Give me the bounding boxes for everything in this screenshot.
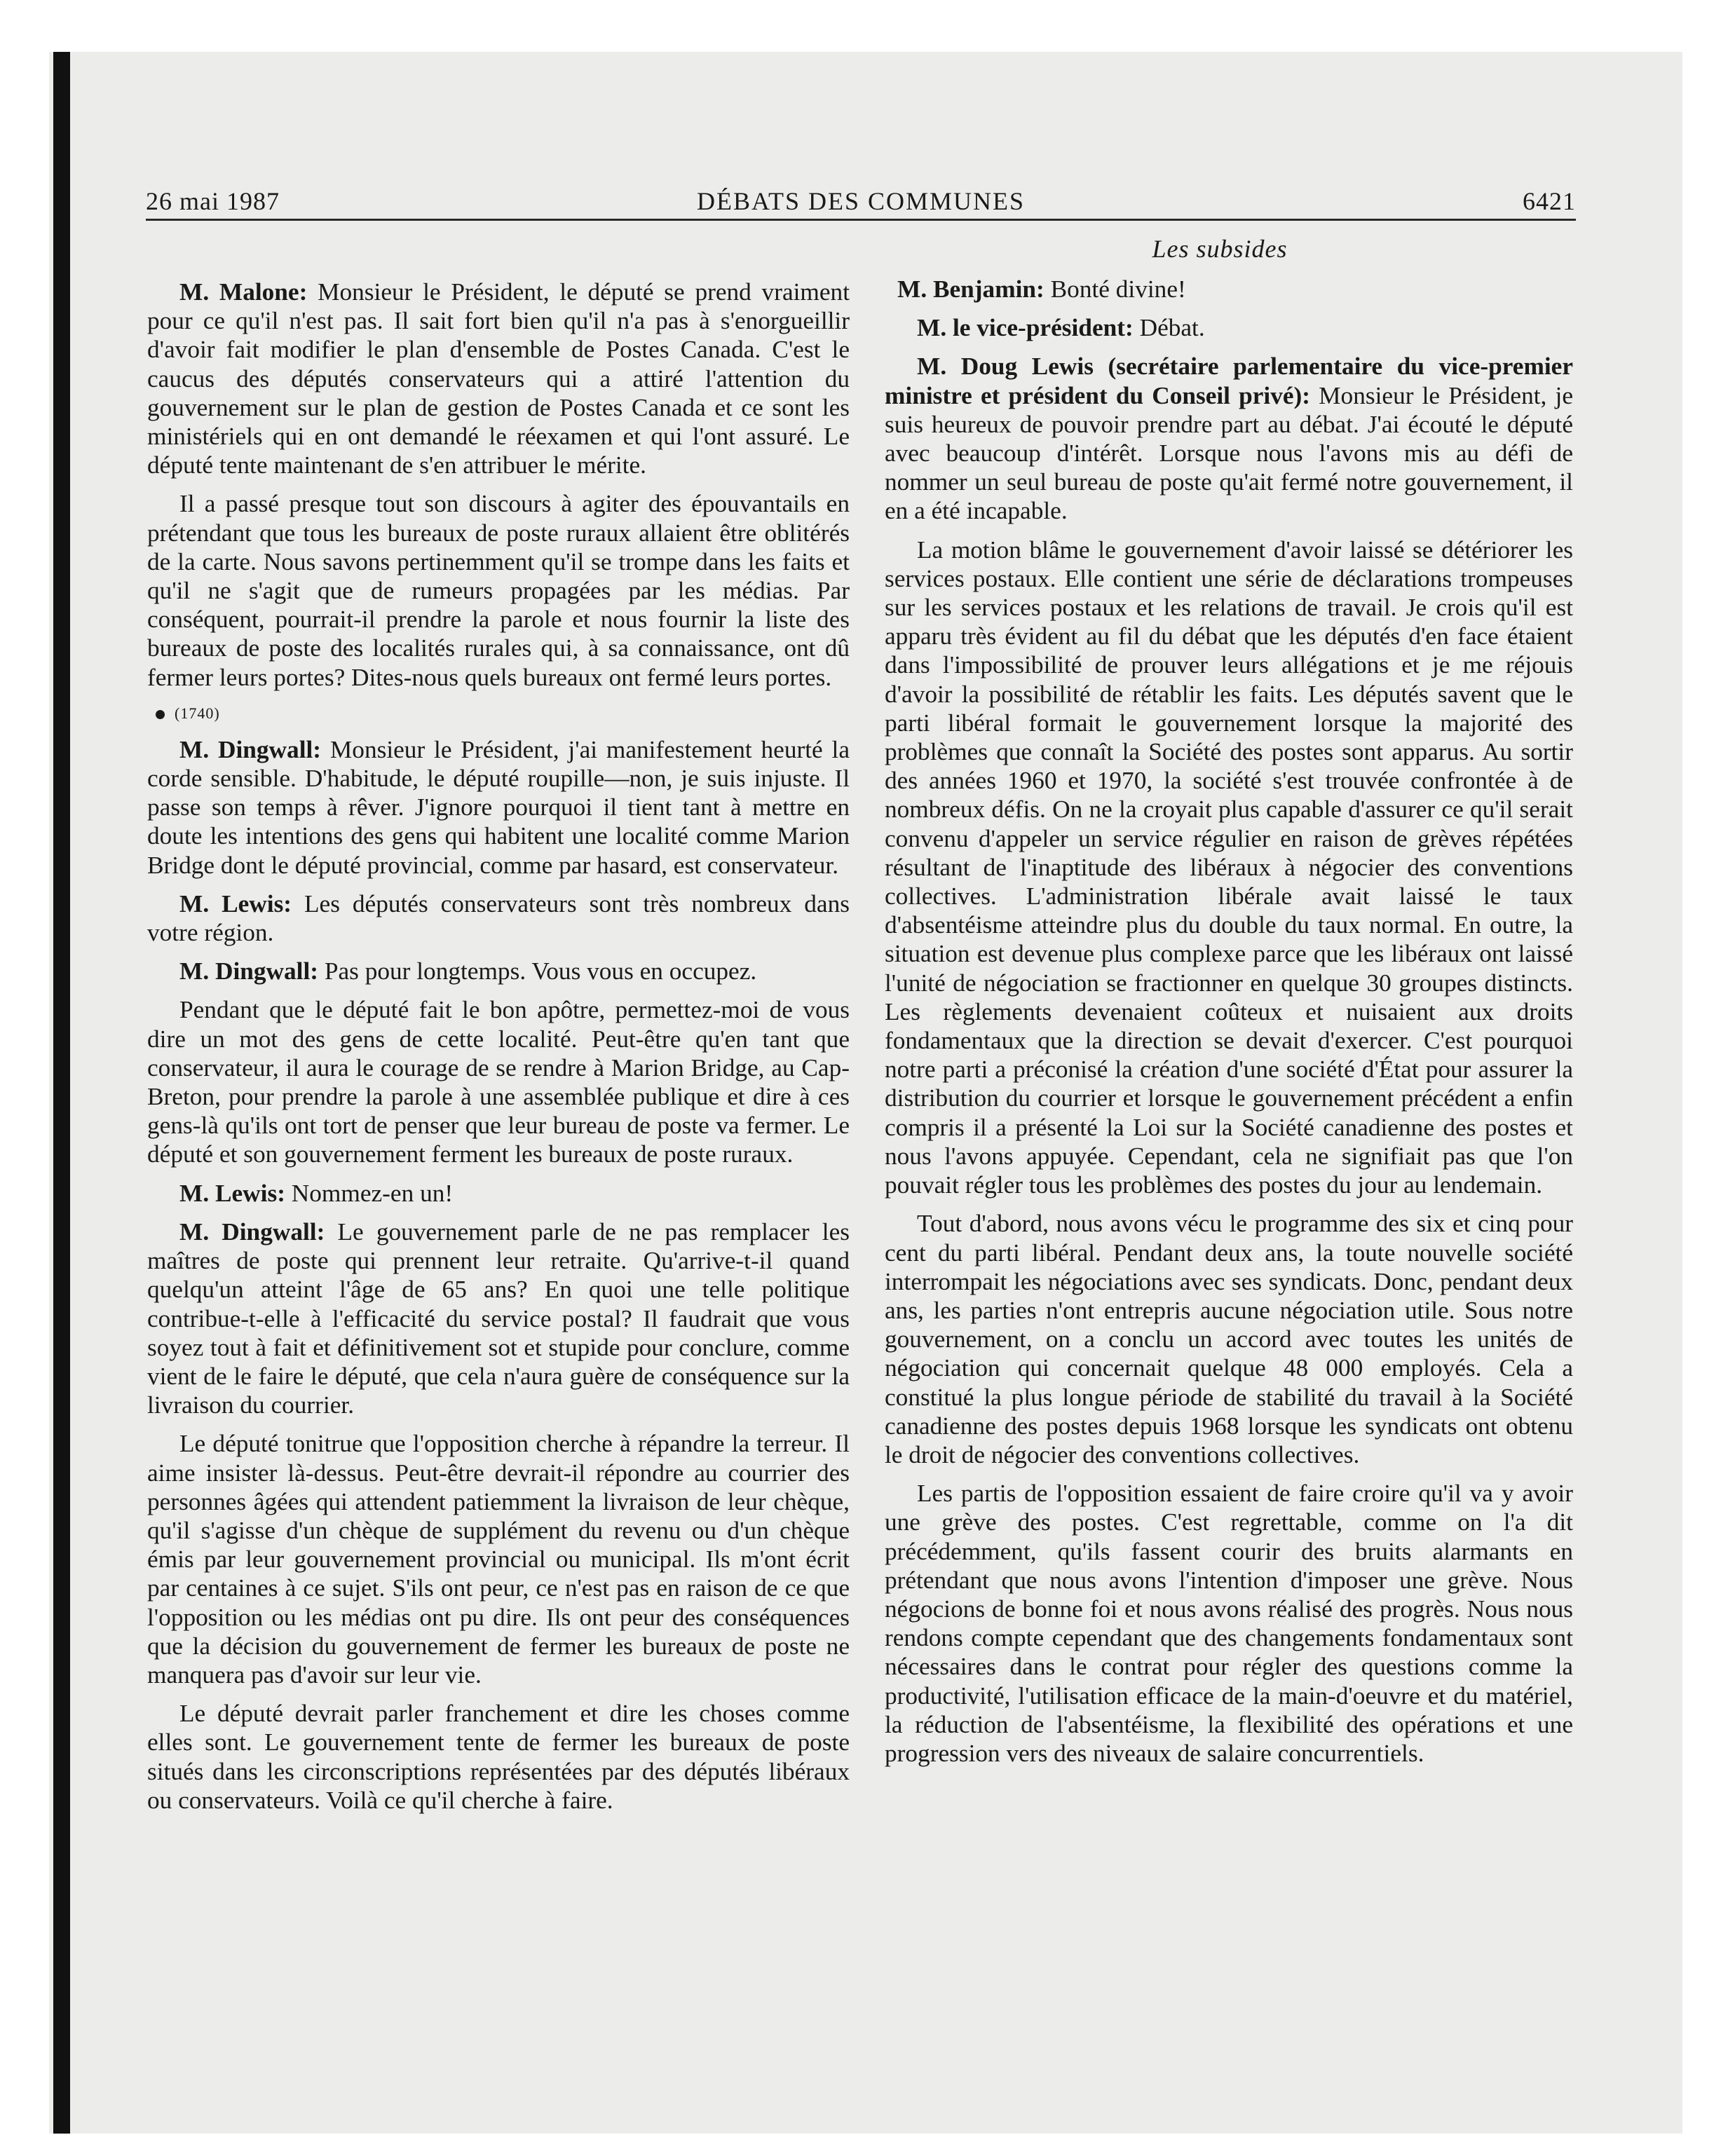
paragraph: Pendant que le député fait le bon apôtre, permettez-moi de vous dire un mot des gens de cette localité. Peut-être qu'en tant que conservateur, il aura le courage de se rendre à Marion Bridge, au Cap-Breton, pour prendre la parole à une assemblée publique et dire à ces gens-là qu'ils ont tort de penser que leur bureau de poste va fermer. Le député et son gouvernement ferment les bureaux de poste ruraux. [147,996,850,1168]
header-page-number: 6421 [1523,187,1576,215]
paragraph-text: Les députés conservateurs sont très nombreux dans votre région. [147,889,850,947]
paragraph-text: Monsieur le Président, le député se prend vraiment pour ce qu'il n'est pas. Il sait fort bien qu'il n'a pas à s'enorgueillir d'avoir fait modifier le plan d'ensemble de Postes Canada. C'est le caucus des députés conservateurs qui a attiré l'attention du gouvernement sur le plan de gestion de Postes Canada et ce sont les ministériels qui en ont demandé le réexamen et qui l'ont assuré. Le député tente maintenant de s'en attribuer le mérite. [147,278,850,479]
paragraph [147,735,850,880]
speaker-name: M. le vice-président: [917,314,1134,342]
header-publication: DÉBATS DES COMMUNES [696,187,1026,215]
paragraph [147,957,850,985]
paragraph [885,313,1573,342]
speaker-name: M. Benjamin: [897,275,1045,303]
time-marker-text: (1740) [175,704,220,722]
paragraph [147,278,850,479]
bullet-icon [156,710,165,719]
binding-edge [53,52,70,2134]
paragraph-text: Nommez-en un! [285,1179,454,1207]
speaker-name: M. Malone: [179,278,308,306]
speaker-name: M. Lewis: [179,1179,285,1207]
paragraph: La motion blâme le gouvernement d'avoir laissé se détériorer les services postaux. Elle contient une série de déclarations trompeuses sur les services postaux et les relations de travail. Je crois qu'il est apparu très évident au fil du débat que les députés d'en face étaient dans l'impossibilité de prouver leurs allégations et je me réjouis d'avoir la possibilité de rétablir les faits. Les députés savent que le parti libéral formait le gouvernement lorsque la majorité des problèmes que connaît la Société des postes sont apparus. Au sortir des années 1960 et 1970, la société s'est trouvée confrontée à de nombreux défis. On ne la croyait plus capable d'assurer ce qu'il serait convenu d'appeler un service régulier en raison de grèves répétées résultant de l'inaptitude des libéraux à négocier des conventions collectives. L'administration libérale avait laissé le taux d'absentéisme atteindre plus du double du taux normal. En outre, la situation est devenue plus complexe parce que les libéraux ont laissé l'unité de négociation se fractionner en quelque 30 groupes distincts. Les règlements devenaient coûteux et nuisaient aux droits fondamentaux que la direction se devait d'exercer. C'est pourquoi notre parti a préconisé la création d'une société d'État pour assurer la distribution du courrier et lorsque le gouvernement précédent a enfin compris il a présenté la Loi sur la Société canadienne des postes et nous l'avons appuyée. Cependant, cela ne signifiait pas que l'on pouvait régler tous les problèmes des postes du jour au lendemain. [885,535,1573,1199]
paragraph-text: Pas pour longtemps. Vous vous en occupez. [318,957,757,985]
time-marker [147,702,850,725]
paragraph-text: Monsieur le Président, j'ai manifestement heurté la corde sensible. D'habitude, le député roupille—non, je suis injuste. Il passe son temps à rêver. J'ignore pourquoi il tient tant à mettre en doute les intentions des gens qui habitent une localité comme Marion Bridge dont le député provincial, comme par hasard, est conservateur. [147,735,850,879]
header-date: 26 mai 1987 [146,187,280,215]
paragraph: Tout d'abord, nous avons vécu le programme des six et cinq pour cent du parti libéral. Pendant deux ans, la toute nouvelle société interrompait les négociations avec ses syndicats. Donc, pendant deux ans, les parties n'ont entrepris aucune négociation utile. Sous notre gouvernement, on a conclu un accord avec toutes les unités de négociation qui concernait quelque 48 000 employés. Cela a constitué la plus longue période de stabilité du travail à la Société canadienne des postes depuis 1968 lorsque les syndicats ont obtenu le droit de négocier des conventions collectives. [885,1210,1573,1468]
paragraph: Le député tonitrue que l'opposition cherche à répandre la terreur. Il aime insister là-dessus. Peut-être devrait-il répondre au courrier des personnes âgées qui attendent patiemment la livraison de leur chèque, qu'il s'agisse d'un chèque de supplément du revenu ou d'un chèque émis par leur gouvernement provincial ou municipal. Ils m'ont écrit par centaines à ce sujet. S'ils ont peur, ce n'est pas en raison de ce que l'opposition ou les médias ont pu dire. Ils ont peur des conséquences que la décision du gouvernement de fermer les bureaux de poste ne manquera pas d'avoir sur leur vie. [147,1430,850,1688]
paragraph [885,275,1573,303]
paragraph-text: Monsieur le Président, je suis heureux de pouvoir prendre part au débat. J'ai écouté le député avec beaucoup d'intérêt. Lorsque nous l'avons mis au défi de nommer un seul bureau de poste qu'ait fermé notre gouvernement, il en a été incapable. [885,381,1573,525]
paragraph: Le député devrait parler franchement et dire les choses comme elles sont. Le gouvernement tente de fermer les bureaux de poste situés dans les circonscriptions représentées par des députés libéraux ou conservateurs. Voilà ce qu'il cherche à faire. [147,1700,850,1814]
speaker-name: M. Doug Lewis (secrétaire parlementaire du vice-premier ministre et président du Conseil privé): [885,353,1573,409]
speaker-name: M. Dingwall: [179,957,319,985]
paragraph [147,1217,850,1419]
paragraph-text: Bonté divine! [1044,275,1186,303]
paragraph: Il a passé presque tout son discours à agiter des épouvantails en prétendant que tous les bureaux de poste ruraux allaient être oblitérés de la carte. Nous savons pertinemment qu'il se trompe dans les faits et qu'il ne s'agit que de rumeurs propagées par les médias. Par conséquent, pourrait-il prendre la parole et nous fournir la liste des bureaux de poste des localités rurales qui, à sa connaissance, ont dû fermer leurs portes? Dites-nous quels bureaux ont fermé leurs portes. [147,490,850,691]
paragraph [147,1179,850,1208]
right-column [885,275,1573,1778]
section-title: Les subsides [1152,235,1288,263]
paragraph [147,889,850,947]
speaker-name: M. Dingwall: [179,735,322,763]
speaker-name: M. Dingwall: [179,1217,325,1246]
paragraph-text: Débat. [1133,314,1205,342]
paragraph: Les partis de l'opposition essaient de faire croire qu'il va y avoir une grève des postes. C'est regrettable, comme on l'a dit précédemment, qu'ils fassent courir des bruits alarmants en prétendant que nous avons l'intention d'imposer une grève. Nous négocions de bonne foi et nous avons réalisé des progrès. Nous nous rendons compte cependant que des changements fondamentaux sont nécessaires dans le contrat pour régler des questions comme la productivité, l'utilisation efficace de la main-d'oeuvre et du matériel, la réduction de l'absentéisme, la flexibilité des opérations et une progression vers des niveaux de salaire concurrentiels. [885,1480,1573,1767]
paragraph-text: Le gouvernement parle de ne pas remplacer les maîtres de poste qui prennent leur retraite. Qu'arrive-t-il quand quelqu'un atteint l'âge de 65 ans? En quoi une telle politique contribue-t-elle à l'efficacité du service postal? Il faudrait que vous soyez tout à fait et définitivement sot et stupide pour conclure, comme vient de le faire le député, que cela n'aura guère de conséquence sur la livraison du courrier. [147,1217,850,1419]
paragraph [885,352,1573,525]
page-header [146,181,1576,221]
speaker-name: M. Lewis: [179,889,292,917]
left-column [147,278,850,1824]
